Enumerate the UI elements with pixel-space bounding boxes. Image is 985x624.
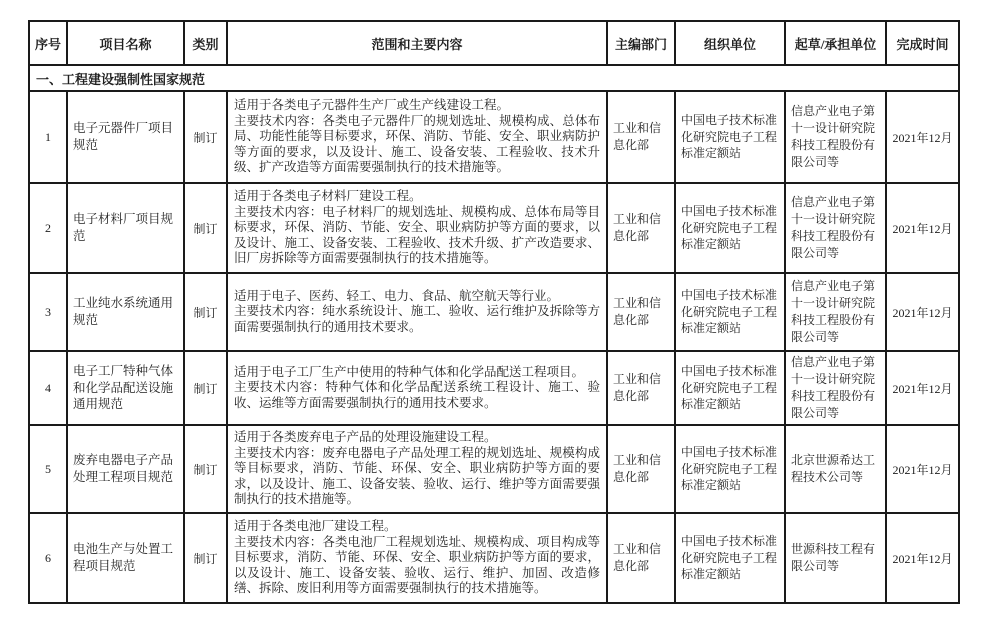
content-main: 主要技术内容：各类电池厂工程规划选址、规模构成、项目构成等目标要求，消防、节能、环保、安全、职业病防护等方面的要求，以及设计、施工、设备安装、验收、运行、维护、加固、改造修缮、拆除、废旧利用等方面需要强制执行的技术措施等。	[234, 534, 600, 596]
cell-content	[227, 351, 607, 425]
table-row	[29, 91, 959, 183]
content-main: 主要技术内容：各类电子元器件厂的规划选址、规模构成、总体布局、功能性能等目标要求，环保、消防、节能、安全、职业病防护等方面的要求，以及设计、施工、设备安装、工程验收、技术升级、扩产改造等方面需要强制执行的技术措施等。	[234, 113, 600, 175]
cell-project-name: 电子工厂特种气体和化学品配送设施通用规范	[67, 351, 184, 425]
cell-no: 2	[29, 183, 67, 273]
cell-no: 6	[29, 513, 67, 603]
cell-drafter: 北京世源希达工程技术公司等	[785, 425, 886, 513]
standards-table	[28, 20, 960, 604]
content-main: 主要技术内容：电子材料厂的规划选址、规模构成、总体布局等目标要求，环保、消防、节能、安全、职业病防护等方面的要求，以及设计、施工、设备安装、工程验收、技术升级、扩产改造要求、旧厂房拆除等方面需要强制执行的技术措施等。	[234, 204, 600, 266]
cell-content	[227, 91, 607, 183]
header-cell-drafter: 起草/承担单位	[785, 21, 886, 65]
table-row	[29, 351, 959, 425]
table-row	[29, 273, 959, 351]
cell-organizer: 中国电子技术标准化研究院电子工程标准定额站	[675, 91, 785, 183]
cell-department: 工业和信息化部	[607, 273, 675, 351]
header-cell-organizer: 组织单位	[675, 21, 785, 65]
cell-category: 制订	[184, 183, 227, 273]
table-row	[29, 513, 959, 603]
cell-project-name: 电池生产与处置工程项目规范	[67, 513, 184, 603]
cell-department: 工业和信息化部	[607, 91, 675, 183]
content-scope: 适用于各类电子材料厂建设工程。	[234, 189, 422, 204]
cell-completion: 2021年12月	[886, 425, 959, 513]
cell-department: 工业和信息化部	[607, 513, 675, 603]
content-scope: 适用于电子、医药、轻工、电力、食品、航空航天等行业。	[234, 288, 560, 303]
cell-completion: 2021年12月	[886, 513, 959, 603]
content-scope: 适用于各类电子元器件生产厂或生产线建设工程。	[234, 98, 510, 113]
cell-organizer: 中国电子技术标准化研究院电子工程标准定额站	[675, 513, 785, 603]
content-scope: 适用于各类废弃电子产品的处理设施建设工程。	[234, 430, 497, 445]
cell-drafter: 信息产业电子第十一设计研究院科技工程股份有限公司等	[785, 273, 886, 351]
table-header-row	[29, 21, 959, 65]
cell-category: 制订	[184, 91, 227, 183]
cell-category: 制订	[184, 513, 227, 603]
cell-project-name: 工业纯水系统通用规范	[67, 273, 184, 351]
cell-no: 3	[29, 273, 67, 351]
cell-content	[227, 273, 607, 351]
cell-content	[227, 425, 607, 513]
section-header-row	[29, 65, 959, 91]
cell-content	[227, 513, 607, 603]
header-cell-completion: 完成时间	[886, 21, 959, 65]
cell-project-name: 电子材料厂项目规范	[67, 183, 184, 273]
cell-category: 制订	[184, 351, 227, 425]
cell-category: 制订	[184, 425, 227, 513]
content-main: 主要技术内容：纯水系统设计、施工、验收、运行维护及拆除等方面需要强制执行的通用技术要求。	[234, 304, 600, 334]
cell-organizer: 中国电子技术标准化研究院电子工程标准定额站	[675, 183, 785, 273]
cell-completion: 2021年12月	[886, 91, 959, 183]
cell-department: 工业和信息化部	[607, 425, 675, 513]
cell-organizer: 中国电子技术标准化研究院电子工程标准定额站	[675, 273, 785, 351]
content-main: 主要技术内容：废弃电器电子产品处理工程的规划选址、规模构成等目标要求，消防、节能、环保、安全、职业病防护等方面的要求，以及设计、施工、设备安装、验收、运行、维护等方面需要强制执行的技术措施等。	[234, 445, 600, 507]
header-cell-department: 主编部门	[607, 21, 675, 65]
cell-drafter: 世源科技工程有限公司等	[785, 513, 886, 603]
cell-completion: 2021年12月	[886, 183, 959, 273]
content-scope: 适用于各类电池厂建设工程。	[234, 519, 397, 534]
cell-no: 5	[29, 425, 67, 513]
cell-department: 工业和信息化部	[607, 183, 675, 273]
cell-content	[227, 183, 607, 273]
cell-no: 4	[29, 351, 67, 425]
header-cell-no: 序号	[29, 21, 67, 65]
table-row	[29, 425, 959, 513]
table-row	[29, 183, 959, 273]
cell-drafter: 信息产业电子第十一设计研究院科技工程股份有限公司等	[785, 351, 886, 425]
cell-completion: 2021年12月	[886, 351, 959, 425]
cell-completion: 2021年12月	[886, 273, 959, 351]
cell-category: 制订	[184, 273, 227, 351]
cell-project-name: 废弃电器电子产品处理工程项目规范	[67, 425, 184, 513]
cell-department: 工业和信息化部	[607, 351, 675, 425]
cell-organizer: 中国电子技术标准化研究院电子工程标准定额站	[675, 425, 785, 513]
header-cell-name: 项目名称	[67, 21, 184, 65]
cell-drafter: 信息产业电子第十一设计研究院科技工程股份有限公司等	[785, 91, 886, 183]
content-scope: 适用于电子工厂生产中使用的特种气体和化学品配送工程项目。	[234, 364, 585, 379]
content-main: 主要技术内容：特种气体和化学品配送系统工程设计、施工、验收、运维等方面需要强制执行的通用技术要求。	[234, 380, 600, 410]
cell-organizer: 中国电子技术标准化研究院电子工程标准定额站	[675, 351, 785, 425]
section-title: 一、工程建设强制性国家规范	[29, 65, 959, 91]
header-cell-category: 类别	[184, 21, 227, 65]
header-cell-content: 范围和主要内容	[227, 21, 607, 65]
cell-drafter: 信息产业电子第十一设计研究院科技工程股份有限公司等	[785, 183, 886, 273]
cell-no: 1	[29, 91, 67, 183]
cell-project-name: 电子元器件厂项目规范	[67, 91, 184, 183]
